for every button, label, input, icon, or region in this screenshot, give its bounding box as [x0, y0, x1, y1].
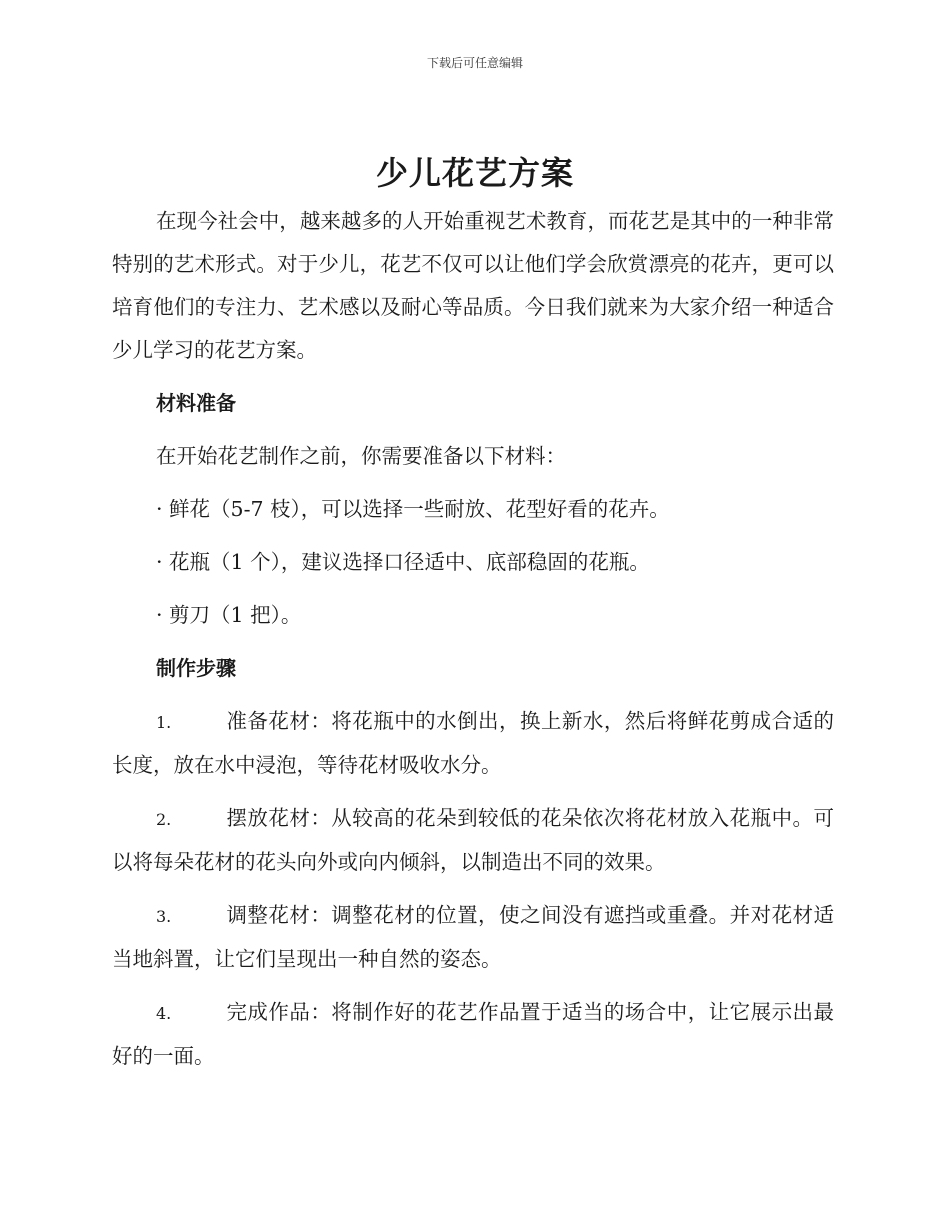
step-item	[112, 991, 834, 1078]
step-number: 4.	[156, 1004, 172, 1023]
step-item	[112, 894, 834, 981]
step-number: 1.	[156, 713, 172, 732]
step-text: 准备花材：将花瓶中的水倒出，换上新水，然后将鲜花剪成合适的长度，放在水中浸泡，等待花材吸收水分。	[112, 709, 834, 777]
header-note: 下载后可任意编辑	[426, 56, 523, 70]
intro-paragraph: 在现今社会中，越来越多的人开始重视艺术教育，而花艺是其中的一种非常特别的艺术形式。对于少儿，花艺不仅可以让他们学会欣赏漂亮的花卉，更可以培育他们的专注力、艺术感以及耐心等品质。今日我们就来为大家介绍一种适合少儿学习的花艺方案。	[112, 209, 834, 362]
step-number: 3.	[156, 907, 172, 926]
steps-heading: 制作步骤	[156, 656, 236, 680]
list-item: · 花瓶（1 个），建议选择口径适中、底部稳固的花瓶。	[156, 550, 650, 574]
list-item: · 剪刀（1 把）。	[156, 603, 302, 627]
materials-heading: 材料准备	[156, 391, 236, 415]
step-number: 2.	[156, 810, 172, 829]
materials-lead: 在开始花艺制作之前，你需要准备以下材料：	[156, 444, 566, 468]
step-text: 完成作品：将制作好的花艺作品置于适当的场合中，让它展示出最好的一面。	[112, 1000, 834, 1068]
list-item: · 鲜花（5-7 枝），可以选择一些耐放、花型好看的花卉。	[156, 497, 670, 521]
page-title: 少儿花艺方案	[375, 154, 574, 192]
step-item	[112, 797, 834, 884]
step-text: 摆放花材：从较高的花朵到较低的花朵依次将花材放入花瓶中。可以将每朵花材的花头向外或向内倾斜，以制造出不同的效果。	[112, 806, 834, 874]
step-text: 调整花材：调整花材的位置，使之间没有遮挡或重叠。并对花材适当地斜置，让它们呈现出一种自然的姿态。	[112, 903, 834, 971]
step-item	[112, 700, 834, 787]
document-body	[112, 200, 834, 1088]
